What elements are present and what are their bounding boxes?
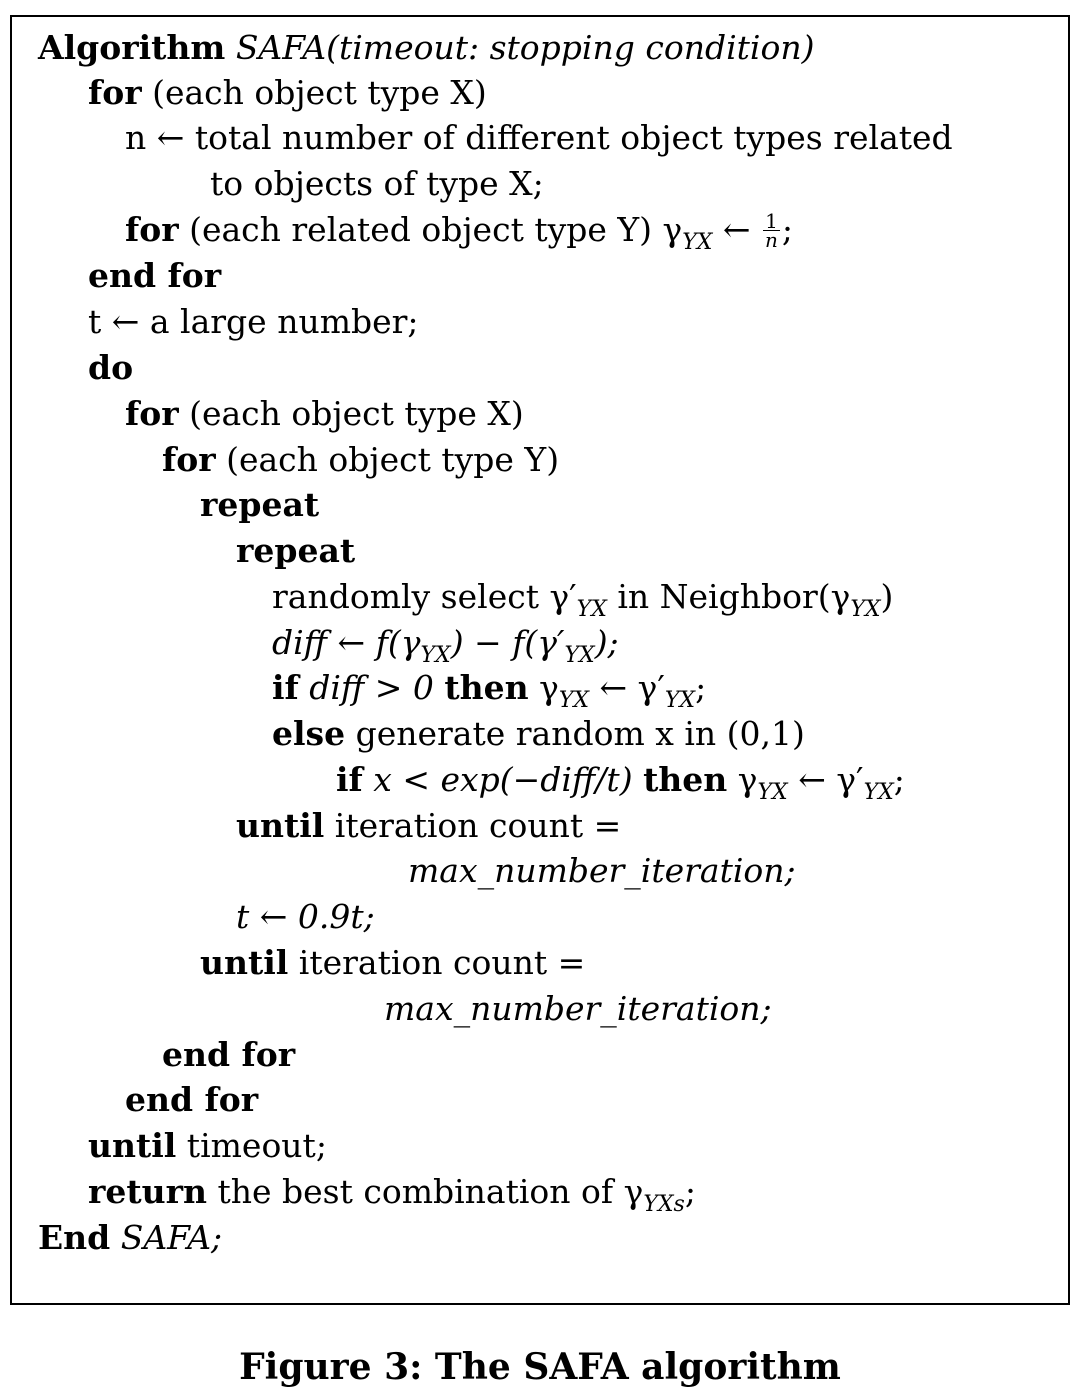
line-text: the best combination of γ bbox=[207, 1172, 644, 1211]
algo-line bbox=[88, 302, 419, 342]
line-text: ← γ′ bbox=[589, 668, 665, 707]
keyword: Algorithm bbox=[38, 28, 226, 67]
figure-caption: Figure 3: The SAFA algorithm bbox=[239, 1346, 841, 1388]
line-text: diff ← f(γ bbox=[272, 623, 421, 662]
keyword: end for bbox=[88, 256, 222, 295]
keyword: end for bbox=[125, 1080, 259, 1119]
line-text: (each related object type Y) γ bbox=[189, 210, 683, 249]
line-text: ); bbox=[594, 623, 619, 662]
keyword: if bbox=[272, 668, 299, 707]
algo-line bbox=[210, 164, 544, 204]
line-text: to objects of type X; bbox=[210, 164, 544, 203]
line-text: γ bbox=[727, 760, 758, 799]
algorithm-signature: SAFA(timeout: stopping condition) bbox=[235, 28, 815, 67]
fraction-denominator: n bbox=[765, 228, 778, 252]
line-text: (each object type X) bbox=[189, 394, 524, 433]
keyword: if bbox=[336, 760, 363, 799]
line-text: generate random x in (0,1) bbox=[345, 714, 805, 753]
keyword: for bbox=[125, 210, 179, 249]
keyword: repeat bbox=[200, 485, 320, 524]
keyword: for bbox=[125, 394, 179, 433]
algo-line bbox=[125, 210, 793, 263]
subscript: YX bbox=[863, 780, 894, 805]
algo-line bbox=[125, 394, 524, 434]
fraction-numerator: 1 bbox=[765, 209, 778, 233]
algo-line bbox=[88, 73, 487, 113]
algo-line bbox=[125, 1080, 258, 1120]
line-text: x < exp(−diff/t) bbox=[362, 760, 644, 799]
keyword: else bbox=[272, 714, 346, 753]
line-text: (each object type X) bbox=[152, 73, 487, 112]
algo-line bbox=[88, 256, 221, 296]
line-text: ) − f(γ′ bbox=[450, 623, 565, 662]
subscript: YX bbox=[664, 688, 696, 713]
keyword: then bbox=[444, 668, 529, 707]
keyword: do bbox=[88, 348, 134, 387]
line-text: ; bbox=[893, 760, 905, 799]
algorithm-header bbox=[38, 28, 814, 68]
line-text: max_number_iteration; bbox=[384, 989, 772, 1028]
subscript: YX bbox=[757, 780, 788, 805]
algo-line bbox=[236, 897, 375, 937]
line-text: ; bbox=[781, 210, 793, 249]
line-text: randomly select γ′ bbox=[272, 577, 577, 616]
line-text: iteration count = bbox=[288, 943, 586, 982]
keyword: for bbox=[88, 73, 142, 112]
algorithm-footer bbox=[38, 1218, 222, 1258]
subscript: YX bbox=[564, 643, 595, 668]
subscript: YX bbox=[420, 643, 451, 668]
line-text: ; bbox=[695, 668, 707, 707]
line-text: in Neighbor(γ bbox=[606, 577, 851, 616]
line-text: ← γ′ bbox=[787, 760, 864, 799]
line-text: t ← a large number; bbox=[88, 302, 419, 341]
algo-line bbox=[200, 943, 585, 983]
line-text: SAFA; bbox=[110, 1218, 223, 1257]
subscript: YX bbox=[850, 597, 881, 622]
subscript: YX bbox=[682, 230, 713, 255]
keyword: repeat bbox=[236, 531, 356, 570]
line-text: t ← 0.9t; bbox=[236, 897, 375, 936]
line-text: γ bbox=[528, 668, 559, 707]
keyword: for bbox=[162, 440, 216, 479]
algo-line bbox=[408, 851, 796, 891]
keyword: until bbox=[236, 806, 325, 845]
line-text: iteration count = bbox=[324, 806, 622, 845]
algo-line bbox=[272, 714, 805, 754]
algo-line bbox=[236, 531, 355, 571]
line-text: max_number_iteration; bbox=[408, 851, 796, 890]
subscript: YX bbox=[576, 597, 607, 622]
keyword: then bbox=[643, 760, 728, 799]
algo-line bbox=[162, 1035, 295, 1075]
line-text: ← bbox=[712, 210, 751, 249]
line-text: diff > 0 bbox=[298, 668, 445, 707]
keyword: return bbox=[88, 1172, 207, 1211]
algo-line bbox=[200, 485, 319, 525]
algo-line bbox=[88, 1126, 327, 1166]
fraction bbox=[763, 209, 780, 252]
algo-line bbox=[236, 806, 621, 846]
line-text: n ← total number of different object types related bbox=[125, 118, 953, 157]
algo-line bbox=[88, 348, 133, 388]
algo-line bbox=[384, 989, 772, 1029]
keyword: end for bbox=[162, 1035, 296, 1074]
algo-line bbox=[162, 440, 559, 480]
line-text: (each object type Y) bbox=[226, 440, 560, 479]
line-text: timeout; bbox=[176, 1126, 327, 1165]
line-text: ; bbox=[684, 1172, 696, 1211]
line-text: ) bbox=[880, 577, 894, 616]
keyword: until bbox=[88, 1126, 177, 1165]
subscript: YX bbox=[558, 688, 590, 713]
keyword: End bbox=[38, 1218, 111, 1257]
algo-line bbox=[125, 118, 953, 158]
keyword: until bbox=[200, 943, 289, 982]
subscript: YXs bbox=[643, 1192, 685, 1217]
